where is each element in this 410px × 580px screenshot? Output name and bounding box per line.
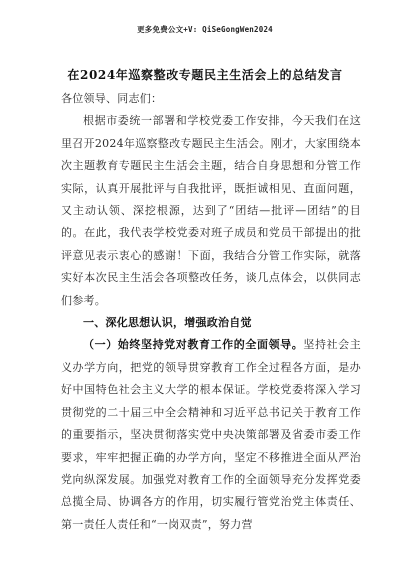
subsection-text: 坚持社会主义办学方向，把党的领导贯穿教育工作全过程各方面，是办好中国特色社会主义大学的根本保证。学校党委将深入学习贯彻党的二十届三中全会精神和习近平总书记关于教育工作的重要指示，坚决贯彻落实党中央决策部署及省委市委工作要求，牢牢把握正确的办学方向，坚定不移推进全面从严治党向纵深发展。加强党对教育工作的全面领导充分发挥党委总揽全局、协调各方的作用，切实履行管党治党主体责任、第一责任人责任和“一岗双责”，努力营 [61,338,362,531]
header-note: 更多免费公文+V: QiSeGongWen2024 [137,25,273,34]
section-heading: 一、深化思想认识，增强政治自觉 [83,316,252,330]
subsection-paragraph [61,334,361,536]
subsection-lead: （一）始终坚持党对教育工作的全面领导。 [83,338,304,352]
document-body [61,88,361,536]
document-title: 在2024年巡察整改专题民主生活会上的总结发言 [67,68,343,82]
salutation: 各位领导、同志们： [61,92,163,105]
intro-paragraph: 根据市委统一部署和学校党委工作安排，今天我们在这里召开2024年巡察整改专题民主生活会。刚才，大家围绕本次主题教育专题民主生活会主题，结合自身思想和分管工作实际，认真开展批评与自我批评，既拒诚相见、直面问题，又主动认领、深挖根源，达到了“团结—批评—团结”的目的。在此，我代表学校党委对班子成员和党员干部提出的批评意见表示衷心的感谢！下面，我结合分管工作实际，就落实好本次民主生活会各项整改任务，谈几点体会，以供同志们参考。 [61,114,361,307]
